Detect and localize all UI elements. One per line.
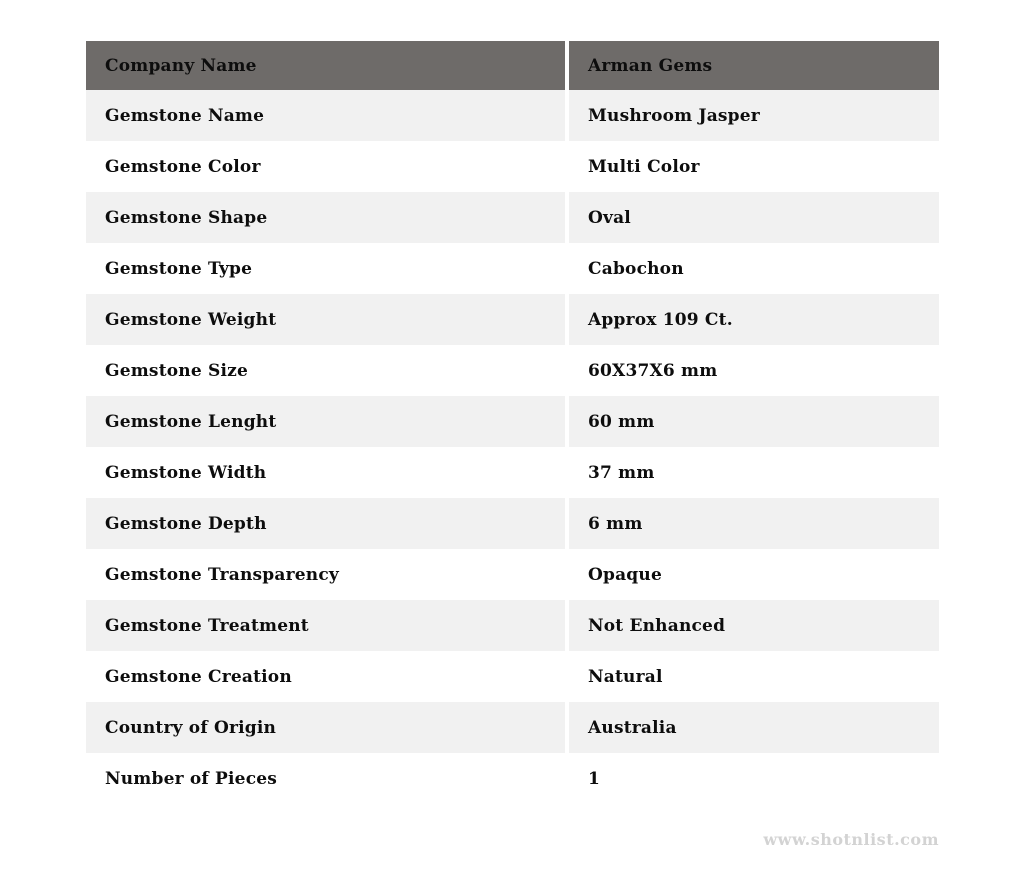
spec-label: Gemstone Color — [86, 141, 569, 192]
company-name-value: Arman Gems — [588, 55, 713, 76]
spec-value: Mushroom Jasper — [588, 105, 760, 126]
table-body — [86, 90, 939, 804]
spec-value: Australia — [588, 717, 677, 738]
spec-label: Gemstone Transparency — [86, 549, 569, 600]
table-row — [86, 243, 939, 294]
table-row — [86, 345, 939, 396]
spec-label: Country of Origin — [86, 702, 569, 753]
spec-label: Gemstone Weight — [86, 294, 569, 345]
spec-label: Gemstone Width — [86, 447, 569, 498]
spec-label: Gemstone Shape — [86, 192, 569, 243]
spec-value: Cabochon — [588, 258, 684, 279]
spec-value: Natural — [588, 666, 663, 687]
gemstone-spec-table — [86, 41, 939, 804]
table-row — [86, 549, 939, 600]
spec-value: 37 mm — [588, 462, 655, 483]
table-row — [86, 753, 939, 804]
spec-label: Gemstone Size — [86, 345, 569, 396]
spec-value: 1 — [588, 768, 601, 789]
spec-value: 60 mm — [588, 411, 655, 432]
spec-value: Approx 109 Ct. — [588, 309, 733, 330]
spec-value: Not Enhanced — [588, 615, 726, 636]
spec-label: Gemstone Type — [86, 243, 569, 294]
table-row — [86, 600, 939, 651]
spec-label: Number of Pieces — [86, 753, 569, 804]
table-row — [86, 651, 939, 702]
spec-label: Gemstone Depth — [86, 498, 569, 549]
spec-value: 60X37X6 mm — [588, 360, 718, 381]
spec-value: Oval — [588, 207, 631, 228]
spec-value: Multi Color — [588, 156, 700, 177]
spec-label: Gemstone Creation — [86, 651, 569, 702]
table-header-row — [86, 41, 939, 90]
spec-value: 6 mm — [588, 513, 643, 534]
table-row — [86, 192, 939, 243]
spec-label: Gemstone Treatment — [86, 600, 569, 651]
spec-label: Gemstone Name — [86, 90, 569, 141]
table-row — [86, 294, 939, 345]
table-row — [86, 90, 939, 141]
site-watermark: www.shotnlist.com — [763, 830, 939, 849]
table-row — [86, 702, 939, 753]
spec-label: Gemstone Lenght — [86, 396, 569, 447]
table-row — [86, 447, 939, 498]
table-row — [86, 141, 939, 192]
company-name-label: Company Name — [86, 41, 569, 90]
spec-value: Opaque — [588, 564, 662, 585]
table-row — [86, 498, 939, 549]
table-row — [86, 396, 939, 447]
